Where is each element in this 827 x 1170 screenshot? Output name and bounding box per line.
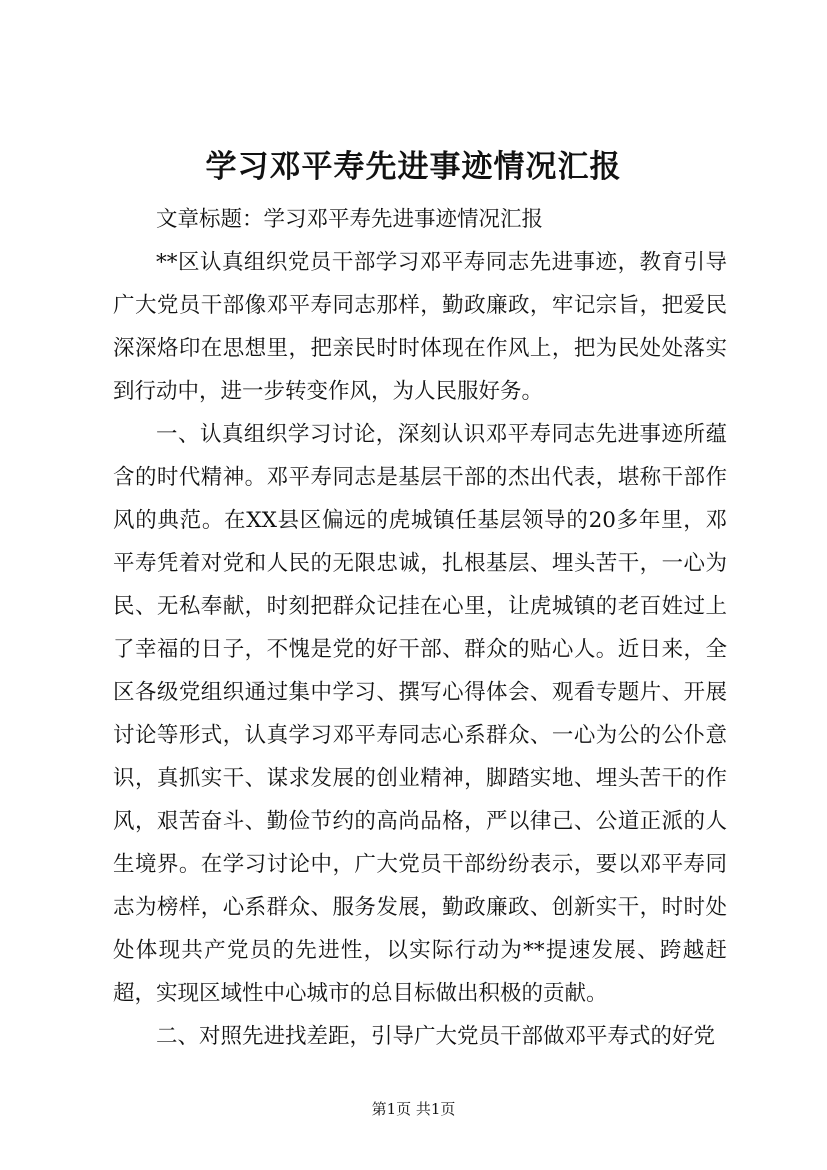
paragraph-section-2: 二、对照先进找差距，引导广大党员干部做邓平寿式的好党 xyxy=(156,1024,716,1049)
article-title-line: 文章标题：学习邓平寿先进事迹情况汇报 xyxy=(156,207,544,232)
paragraph-section-1: 一、认真组织学习讨论，深刻认识邓平寿同志先进事迹所蕴含的时代精神。邓平寿同志是基层干部的杰出代表，堪称干部作风的典范。在XX县区偏远的虎城镇任基层领导的20多年里，邓平寿凭着对党和人民的无限忠诚，扎根基层、埋头苦干，一心为民、无私奉献，时刻把群众记挂在心里，让虎城镇的老百姓过上了幸福的日子，不愧是党的好干部、群众的贴心人。近日来，全区各级党组织通过集中学习、撰写心得体会、观看专题片、开展讨论等形式，认真学习邓平寿同志心系群众、一心为公的公仆意识，真抓实干、谋求发展的创业精神，脚踏实地、埋头苦干的作风，艰苦奋斗、勤俭节约的高尚品格，严以律己、公道正派的人生境界。在学习讨论中，广大党员干部纷纷表示，要以邓平寿同志为榜样，心系群众、服务发展，勤政廉政、创新实干，时时处处体现共产党员的先进性，以实际行动为**提速发展、跨越赶超，实现区域性中心城市的总目标做出积极的贡献。 xyxy=(113,422,727,1006)
document-body xyxy=(113,198,727,1058)
page-footer: 第1页 共1页 xyxy=(371,1100,456,1118)
paragraph-intro: **区认真组织党员干部学习邓平寿同志先进事迹，教育引导广大党员干部像邓平寿同志那样，勤政廉政，牢记宗旨，把爱民深深烙印在思想里，把亲民时时体现在作风上，把为民处处落实到行动中，进一步转变作风，为人民服好务。 xyxy=(113,250,727,404)
page-title: 学习邓平寿先进事迹情况汇报 xyxy=(205,149,622,185)
